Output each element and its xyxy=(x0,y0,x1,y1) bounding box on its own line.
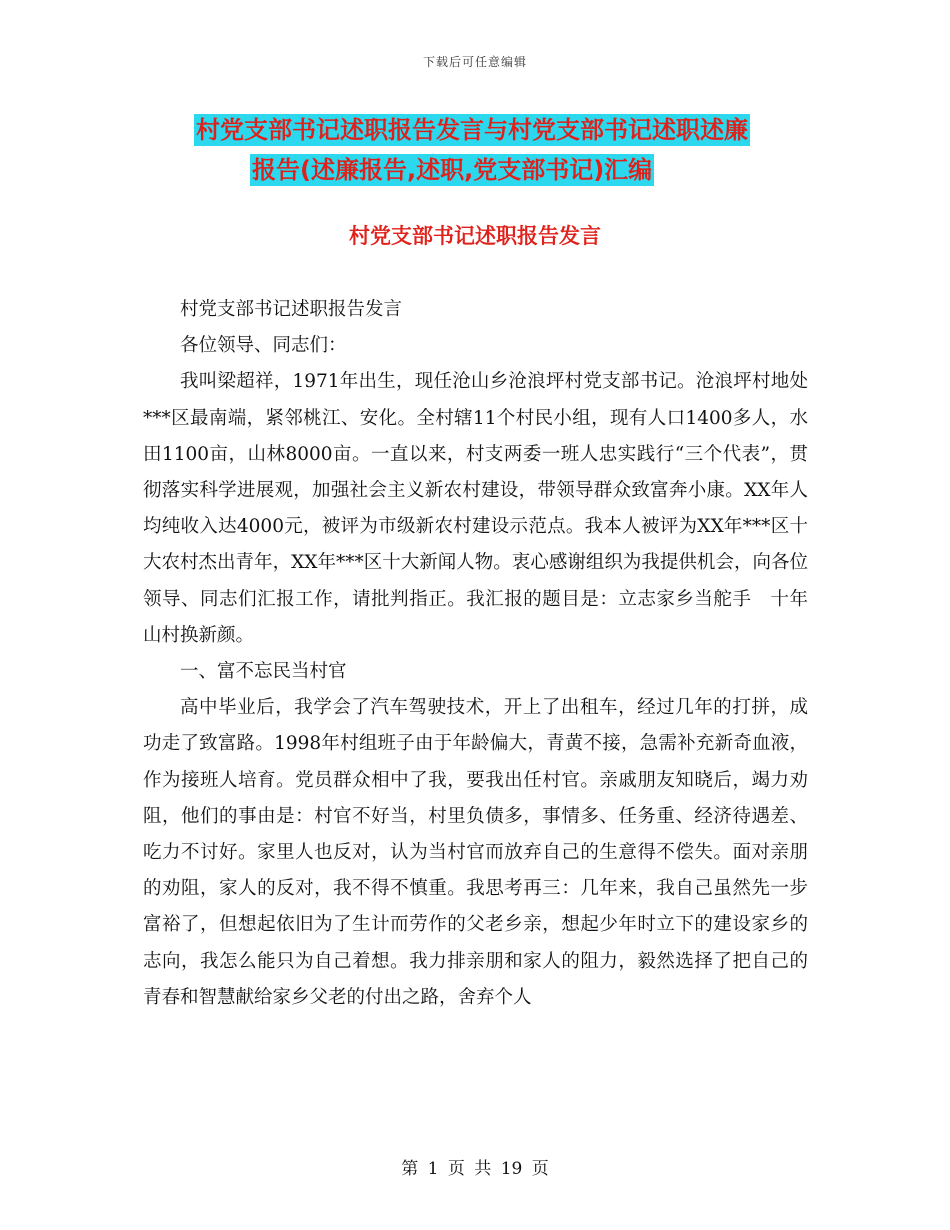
paragraph: 高中毕业后，我学会了汽车驾驶技术，开上了出租车，经过几年的打拼，成功走了致富路。1998年村组班子由于年龄偏大，青黄不接，急需补充新奇血液，作为接班人培育。党员群众相中了我，要我出任村官。亲戚朋友知晓后，竭力劝阻，他们的事由是：村官不好当，村里负债多，事情多、任务重、经济待遇差、吃力不讨好。家里人也反对，认为当村官而放弃自己的生意得不偿失。面对亲朋的劝阻，家人的反对，我不得不慎重。我思考再三：几年来，我自己虽然先一步富裕了，但想起依旧为了生计而劳作的父老乡亲，想起少年时立下的建设家乡的志向，我怎么能只为自己着想。我力排亲朋和家人的阻力，毅然选择了把自己的青春和智慧献给家乡父老的付出之路，舍弃个人 xyxy=(143,697,808,1008)
section-title: 村党支部书记述职报告发言 xyxy=(349,224,601,248)
document-title xyxy=(190,110,820,190)
paragraph: 我叫梁超祥，1971年出生，现任沧山乡沧浪坪村党支部书记。沧浪坪村地处***区最南端，紧邻桃江、安化。全村辖11个村民小组，现有人口1400多人，水田1100亩，山林8000亩。一直以来，村支两委一班人忠实践行“三个代表”，贯彻落实科学进展观，加强社会主义新农村建设，带领导群众致富奔小康。XX年人均纯收入达4000元，被评为市级新农村建设示范点。我本人被评为XX年***区十大农村杰出青年，XX年***区十大新闻人物。衷心感谢组织为我提供机会，向各位领导、同志们汇报工作，请批判指正。我汇报的题目是：立志家乡当舵手 十年山村换新颜。 xyxy=(143,371,808,646)
body-text xyxy=(143,292,808,1016)
document-title-line2: 报告(述廉报告,述职,党支部书记)汇编 xyxy=(252,156,653,184)
paragraph: 村党支部书记述职报告发言 xyxy=(180,299,403,320)
page-number: 第 1 页 共 19 页 xyxy=(401,1159,549,1179)
header-note: 下载后可任意编辑 xyxy=(422,55,527,69)
paragraph: 各位领导、同志们： xyxy=(180,335,347,357)
document-title-line1: 村党支部书记述职报告发言与村党支部书记述职述廉 xyxy=(196,116,748,144)
paragraph: 一、富不忘民当村官 xyxy=(180,661,347,683)
